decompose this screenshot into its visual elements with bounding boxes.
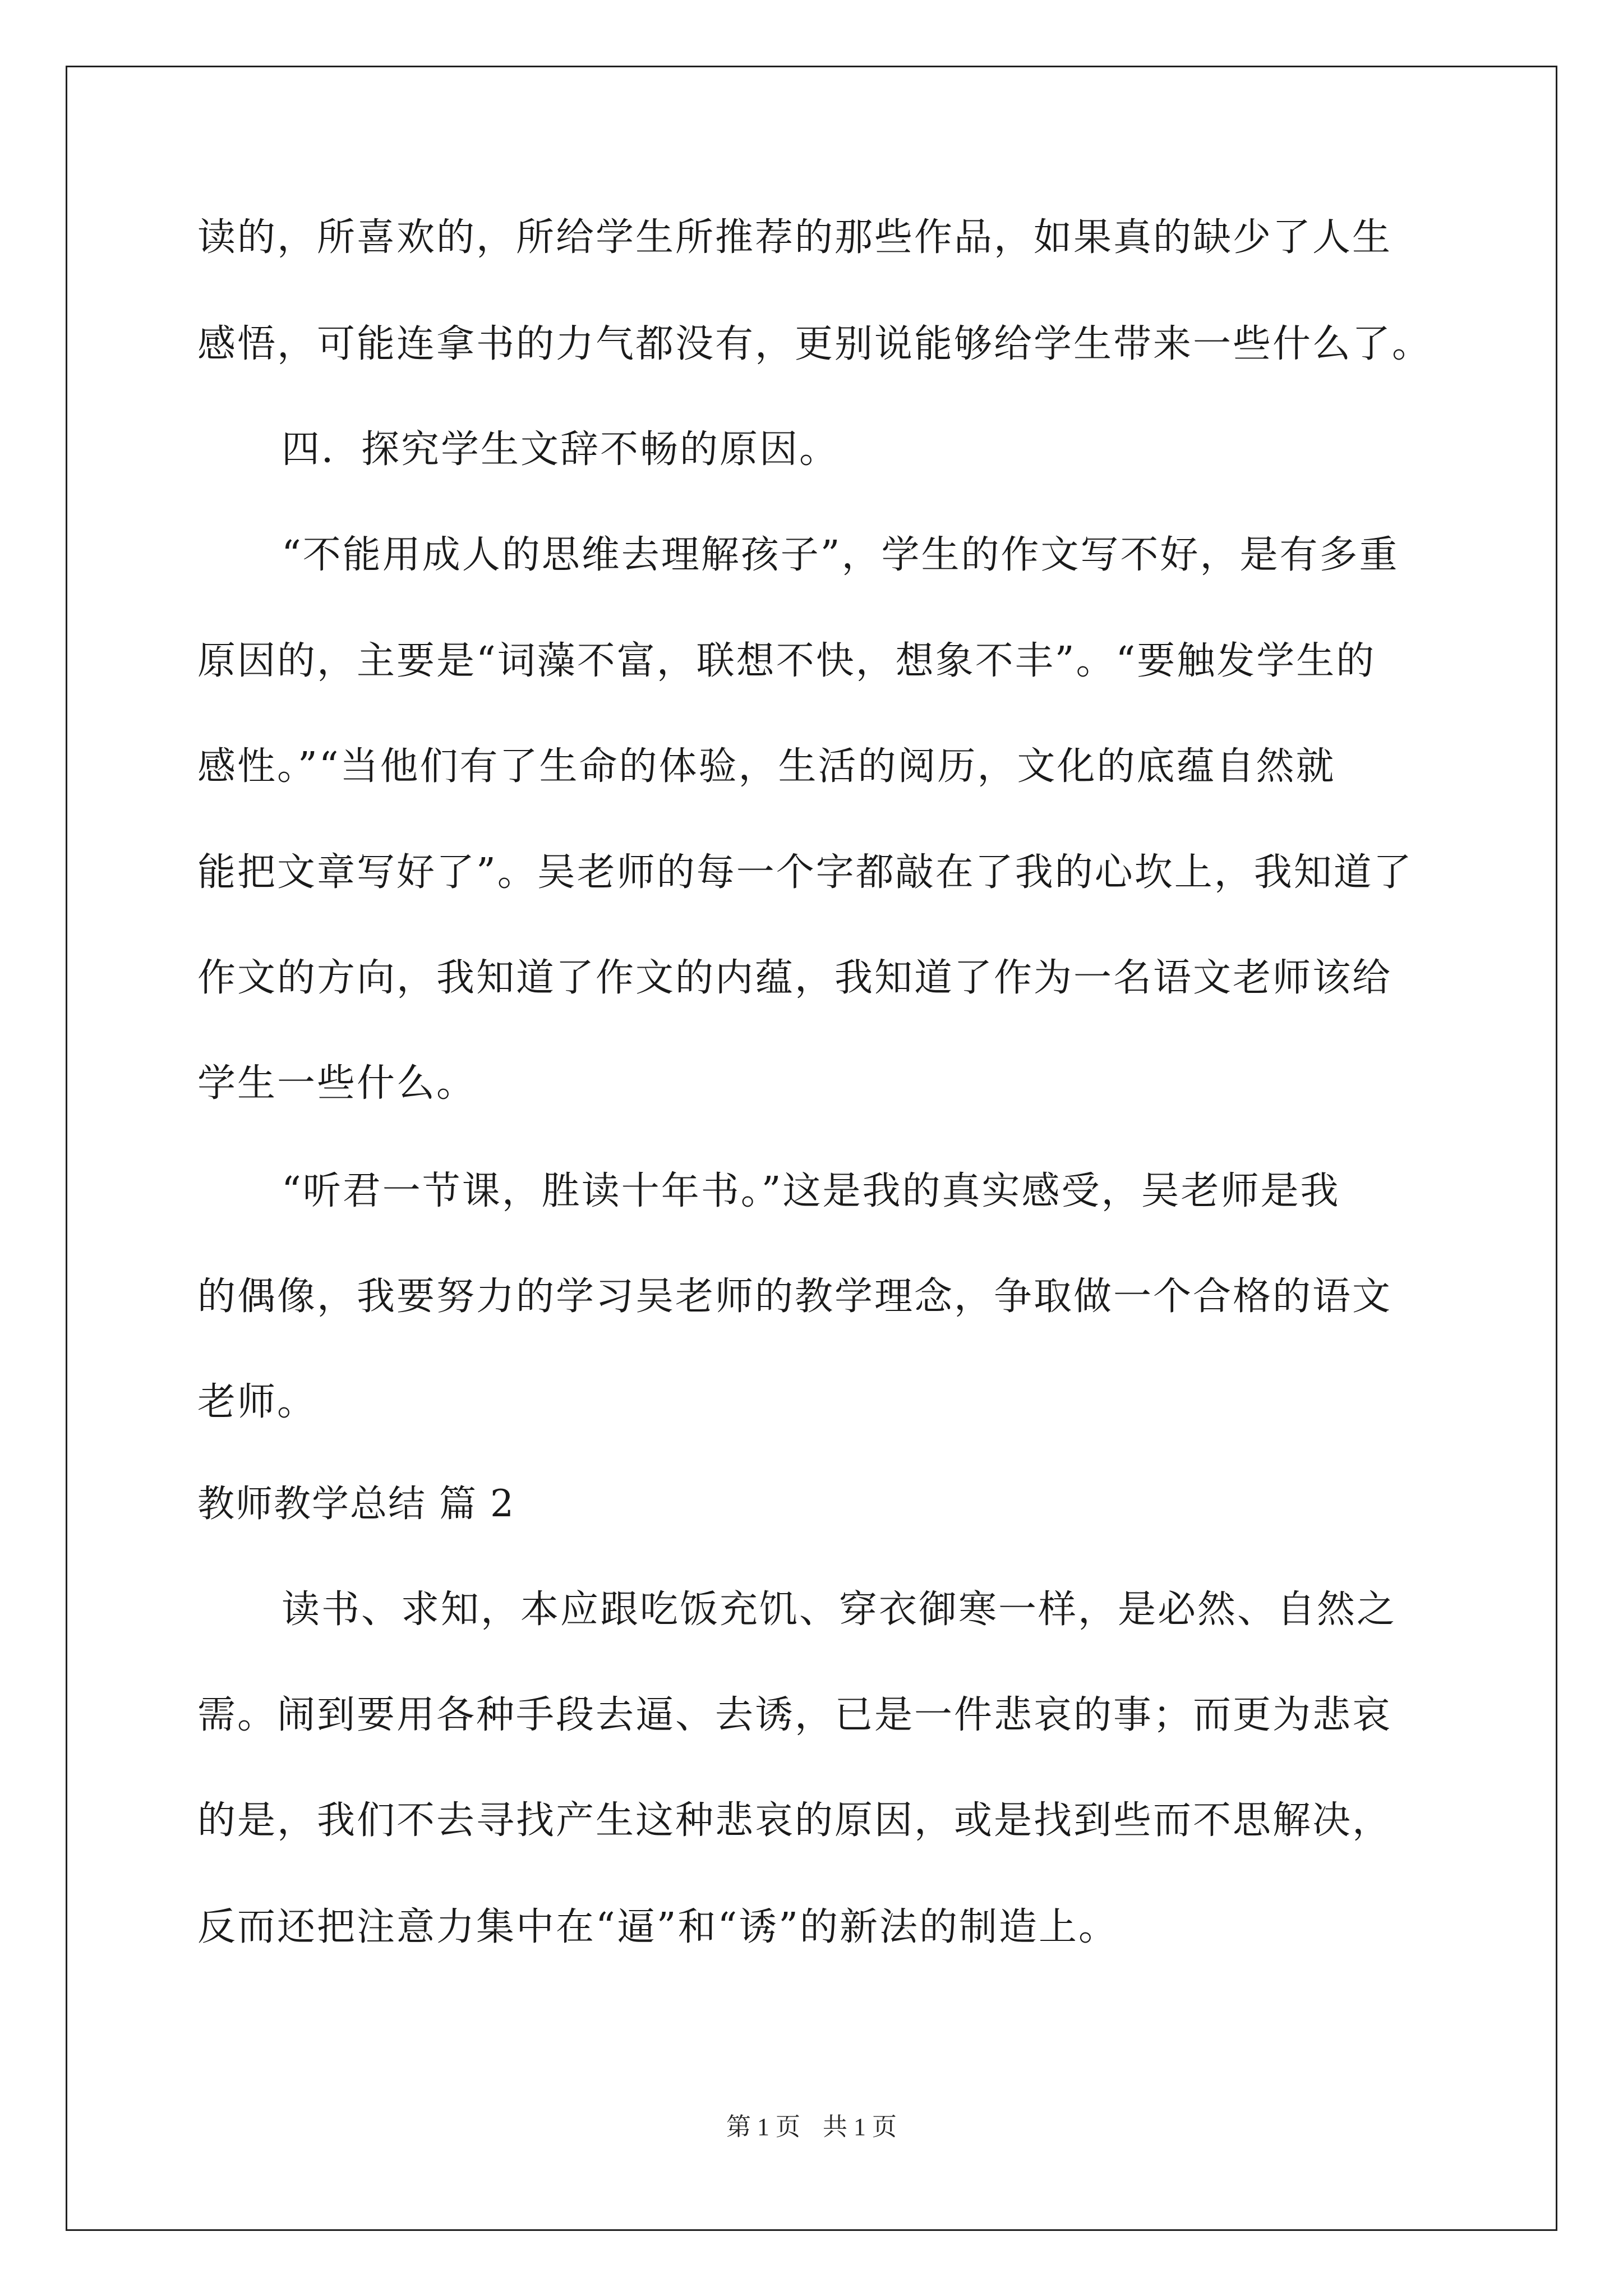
body-line: “不能用成人的思维去理解孩子”，学生的作文写不好，是有多重 xyxy=(282,533,1399,577)
page-total: 共 1 页 xyxy=(823,2113,897,2141)
body-line: 作文的方向，我知道了作文的内蕴，我知道了作为一名语文老师该给 xyxy=(197,956,1393,1000)
body-line: 感性。”“当他们有了生命的体验，生活的阅历，文化的底蕴自然就 xyxy=(197,744,1336,789)
body-line: 的是，我们不去寻找产生这种悲哀的原因，或是找到些而不思解决， xyxy=(197,1798,1393,1843)
body-line: 老师。 xyxy=(197,1380,317,1424)
body-line: 的偶像，我要努力的学习吴老师的教学理念，争取做一个合格的语文 xyxy=(197,1274,1393,1319)
section-heading: 四．探究学生文辞不畅的原因。 xyxy=(282,427,840,472)
page-footer xyxy=(0,2106,1623,2142)
article-title: 教师教学总结 篇 2 xyxy=(197,1482,515,1525)
body-line: 感悟，可能连拿书的力气都没有，更别说能够给学生带来一些什么了。 xyxy=(197,322,1432,366)
body-line: 学生一些什么。 xyxy=(197,1061,477,1106)
body-line: 能把文章写好了”。吴老师的每一个字都敲在了我的心坎上，我知道了 xyxy=(197,850,1413,895)
body-line: 反而还把注意力集中在“逼”和“诱”的新法的制造上。 xyxy=(197,1905,1119,1949)
body-line: 读书、求知，本应跟吃饭充饥、穿衣御寒一样，是必然、自然之 xyxy=(282,1588,1397,1632)
body-line: 需。闹到要用各种手段去逼、去诱，已是一件悲哀的事；而更为悲哀 xyxy=(197,1693,1393,1737)
body-line: “听君一节课，胜读十年书。”这是我的真实感受，吴老师是我 xyxy=(282,1169,1340,1213)
page-number: 第 1 页 xyxy=(726,2113,800,2141)
body-line: 读的，所喜欢的，所给学生所推荐的那些作品，如果真的缺少了人生 xyxy=(197,215,1393,260)
body-line: 原因的，主要是“词藻不富，联想不快，想象不丰”。“要触发学生的 xyxy=(197,639,1376,683)
